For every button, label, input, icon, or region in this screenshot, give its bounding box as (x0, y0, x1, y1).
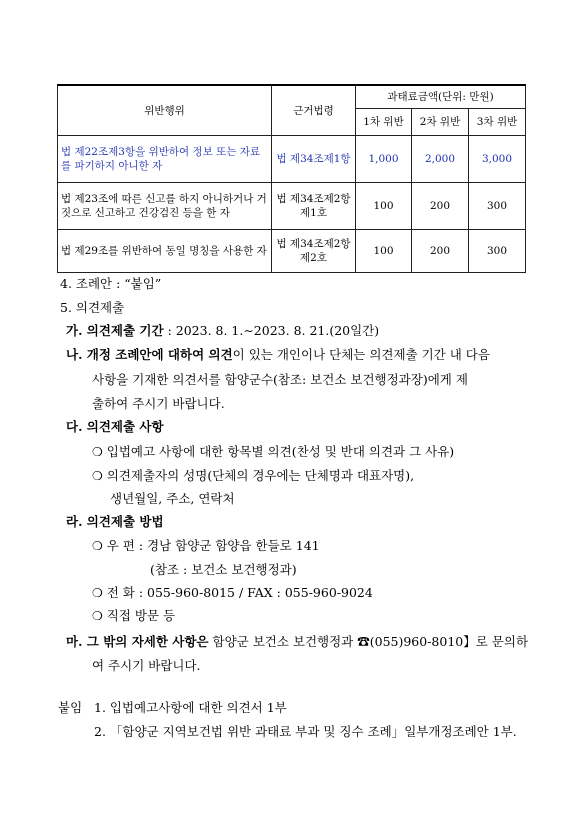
row-violation: 법 제22조제3항을 위반하여 정보 또는 자료를 파기하지 아니한 자 (58, 136, 272, 183)
row-first: 100 (356, 183, 412, 230)
list-item (92, 608, 175, 624)
item-na-line3: 출하여 주시기 바랍니다. (92, 396, 225, 411)
attachment-label: 붙임 (58, 700, 83, 715)
bullet-icon: ❍ (92, 445, 103, 459)
phone-fax: 전 화 : 055-960-8015 / FAX : 055-960-9024 (106, 585, 373, 600)
row-first: 1,000 (356, 136, 412, 183)
item-ga-label: 가. 의견제출 기간 (66, 323, 164, 338)
header-basis: 근거법령 (272, 85, 356, 136)
table-row (58, 183, 526, 230)
bullet-icon: ❍ (92, 469, 103, 483)
item-na (66, 347, 490, 363)
row-basis: 법 제34조제2항 제1호 (272, 183, 356, 230)
list-item (92, 538, 320, 554)
list-item (92, 444, 454, 460)
row-third: 300 (469, 230, 526, 273)
row-third: 300 (469, 183, 526, 230)
attachment-item: 1. 입법예고사항에 대한 의견서 1부 (94, 700, 287, 715)
list-item-text: 입법예고 사항에 대한 항목별 의견(찬성 및 반대 의견과 그 사유) (106, 444, 455, 459)
fine-table (57, 84, 526, 273)
list-item (92, 585, 373, 601)
row-second: 2,000 (412, 136, 469, 183)
row-violation: 법 제29조를 위반하여 동일 명칭을 사용한 자 (58, 230, 272, 273)
item-na-text: 이 있는 개인이나 단체는 의견제출 기간 내 다음 (232, 347, 490, 362)
row-violation: 법 제23조에 따른 신고를 하지 아니하거나 거짓으로 신고하고 건강검진 등을 한 자 (58, 183, 272, 230)
item-ma-line2: 여 주시기 바랍니다. (92, 658, 201, 673)
table-row (58, 136, 526, 183)
item-na-label: 나. 개정 조례안에 대하여 의견 (66, 347, 233, 362)
row-basis: 법 제34조제1항 (272, 136, 356, 183)
table-row (58, 230, 526, 273)
visit-text: 직접 방문 등 (106, 608, 176, 623)
bullet-icon: ❍ (92, 586, 103, 600)
item-ga (66, 323, 379, 339)
item-na-line2: 사항을 기재한 의견서를 함양군수(참조: 보건소 보건행정과장)에게 제 (92, 372, 468, 387)
header-second: 2차 위반 (412, 109, 469, 136)
bullet-icon: ❍ (92, 609, 103, 623)
row-second: 200 (412, 230, 469, 273)
post-address: 우 편 : 경남 함양군 함양읍 한들로 141 (106, 538, 320, 553)
section-4-heading: 4. 조례안 : “붙임” (60, 276, 162, 291)
header-fine-group: 과태료금액(단위: 만원) (356, 85, 526, 109)
header-third: 3차 위반 (469, 109, 526, 136)
row-third: 3,000 (469, 136, 526, 183)
item-ga-text: : 2023. 8. 1.∼2023. 8. 21.(20일간) (163, 323, 380, 338)
row-basis: 법 제34조제2항 제2호 (272, 230, 356, 273)
header-violation: 위반행위 (58, 85, 272, 136)
table-header-row (58, 85, 526, 109)
list-item (92, 468, 414, 484)
list-item-continued: 생년월일, 주소, 연락처 (110, 491, 235, 506)
row-first: 100 (356, 230, 412, 273)
attachment-item: 2. 「함양군 지역보건법 위반 과태료 부과 및 징수 조례」일부개정조례안 1부. (94, 724, 517, 739)
list-item-text: 의견제출자의 성명(단체의 경우에는 단체명과 대표자명), (106, 468, 415, 483)
item-ma-label: 마. 그 밖의 자세한 사항은 (66, 634, 209, 649)
item-ra-label: 라. 의견제출 방법 (66, 514, 164, 529)
row-second: 200 (412, 183, 469, 230)
header-first: 1차 위반 (356, 109, 412, 136)
section-5-heading: 5. 의견제출 (60, 300, 125, 315)
item-ma (66, 634, 528, 650)
post-reference: (참조 : 보건소 보건행정과) (150, 562, 297, 577)
item-ma-text: 함양군 보건소 보건행정과 ☎(055)960-8010】로 문의하 (208, 634, 529, 649)
bullet-icon: ❍ (92, 539, 103, 553)
item-da-label: 다. 의견제출 사항 (66, 419, 164, 434)
